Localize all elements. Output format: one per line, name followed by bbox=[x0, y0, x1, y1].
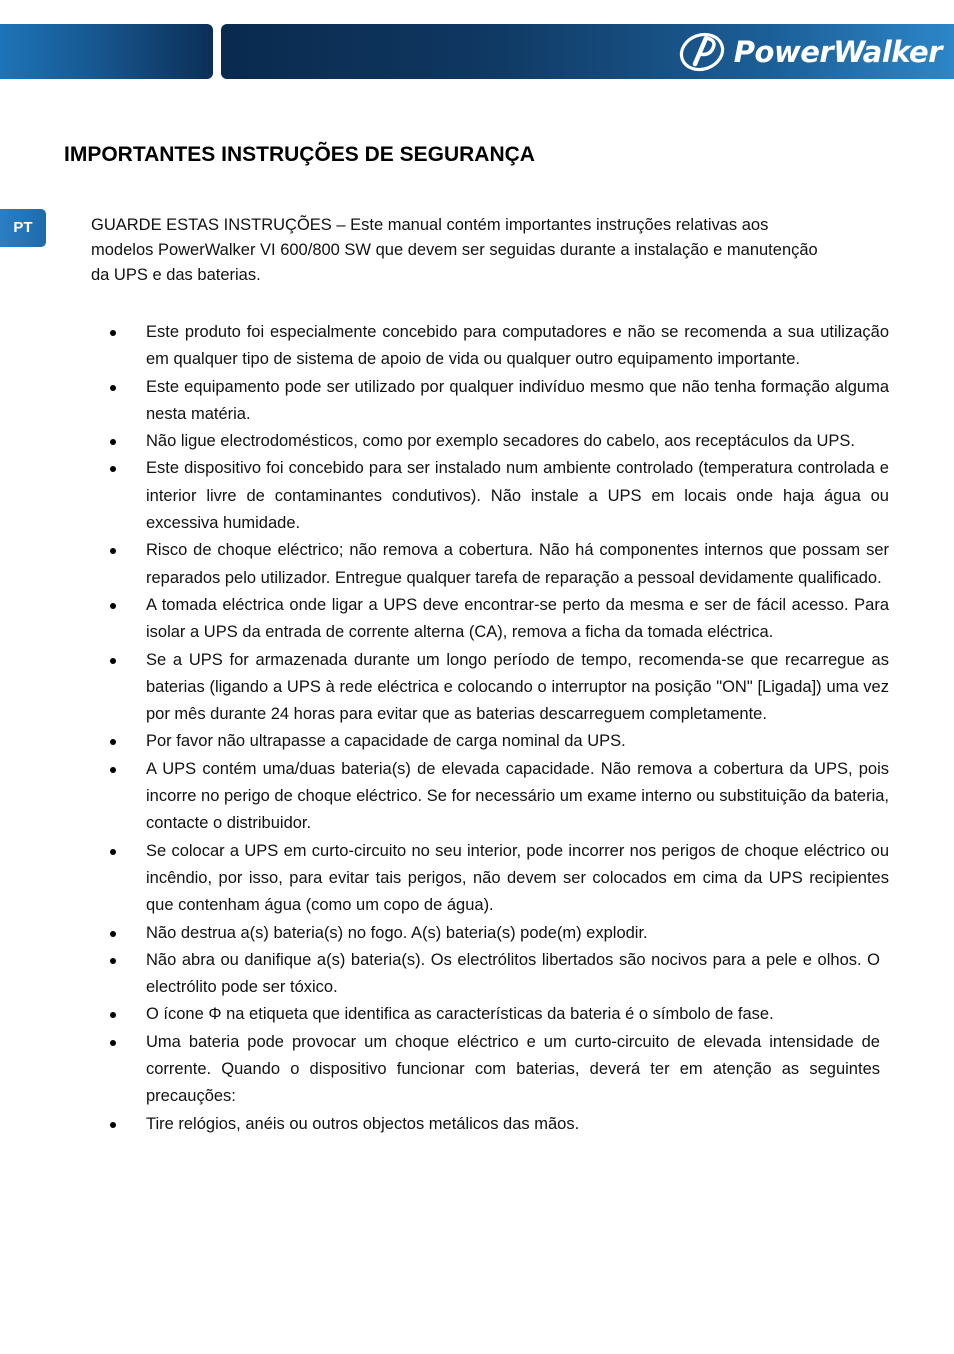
bullet-icon bbox=[110, 931, 116, 937]
list-item bbox=[108, 319, 889, 374]
list-item-text: Se colocar a UPS em curto-circuito no seu interior, pode incorrer nos perigos de choque eléctrico ou incêndio, por isso, para evitar tais perigos, não devem ser colocados em cima da UPS recipientes que contenham água (como um copo de água). bbox=[146, 841, 889, 915]
list-item bbox=[108, 1029, 889, 1111]
bullet-icon bbox=[110, 1012, 116, 1018]
list-item bbox=[108, 428, 889, 455]
list-item bbox=[108, 1111, 889, 1138]
list-item-text: Uma bateria pode provocar um choque eléctrico e um curto-circuito de elevada intensidade de corrente. Quando o dispositivo funcionar com baterias, deverá ter em atenção as seguintes precauções: bbox=[146, 1032, 880, 1106]
bullet-icon bbox=[110, 658, 116, 664]
page-title: IMPORTANTES INSTRUÇÕES DE SEGURANÇA bbox=[64, 143, 535, 166]
header-band-right bbox=[221, 24, 954, 79]
list-item-text: A tomada eléctrica onde ligar a UPS deve encontrar-se perto da mesma e ser de fácil acesso. Para isolar a UPS da entrada de corrente alterna (CA), remova a ficha da tomada eléctrica. bbox=[146, 595, 889, 642]
list-item bbox=[108, 756, 889, 838]
bullet-icon bbox=[110, 385, 116, 391]
bullet-icon bbox=[110, 466, 116, 472]
list-item bbox=[108, 947, 889, 1002]
list-item-text: Não destrua a(s) bateria(s) no fogo. A(s) bateria(s) pode(m) explodir. bbox=[146, 923, 648, 942]
list-item bbox=[108, 647, 889, 729]
powerwalker-logo-icon bbox=[678, 30, 728, 74]
list-item-text: O ícone Φ na etiqueta que identifica as características da bateria é o símbolo de fase. bbox=[146, 1005, 774, 1024]
intro-paragraph: GUARDE ESTAS INSTRUÇÕES – Este manual contém importantes instruções relativas aos modelos PowerWalker VI 600/800 SW que devem ser seguidas durante a instalação e manutenção da UPS e das baterias. bbox=[91, 216, 818, 284]
bullet-icon bbox=[110, 739, 116, 745]
bullet-icon bbox=[110, 1122, 116, 1128]
list-item-text: Risco de choque eléctrico; não remova a cobertura. Não há componentes internos que possam ser reparados pelo utilizador. Entregue qualquer tarefa de reparação a pessoal devidamente qualificado. bbox=[146, 541, 889, 587]
bullet-icon bbox=[110, 767, 116, 773]
list-item-text: Este dispositivo foi concebido para ser instalado num ambiente controlado (temperatura controlada e interior livre de contaminantes condutivos). Não instale a UPS em locais onde haja água ou excessiva humidade. bbox=[146, 459, 889, 533]
bullet-icon bbox=[110, 603, 116, 609]
brand-name: PowerWalker bbox=[733, 35, 942, 69]
list-item bbox=[108, 1001, 889, 1028]
list-item-text: A UPS contém uma/duas bateria(s) de elevada capacidade. Não remova a cobertura da UPS, pois incorre no perigo de choque eléctrico. Se for necessário um exame interno ou substituição da bateria, contacte o distribuidor. bbox=[146, 759, 889, 833]
bullet-icon bbox=[110, 1040, 116, 1046]
list-item-text: Não ligue electrodomésticos, como por exemplo secadores do cabelo, aos receptáculos da UPS. bbox=[146, 432, 855, 451]
list-item bbox=[108, 838, 889, 920]
bullet-icon bbox=[110, 548, 116, 554]
list-item bbox=[108, 728, 889, 755]
list-item bbox=[108, 455, 889, 537]
bullet-icon bbox=[110, 849, 116, 855]
list-item-text: Este equipamento pode ser utilizado por qualquer indivíduo mesmo que não tenha formação alguma nesta matéria. bbox=[146, 377, 889, 423]
bullet-icon bbox=[110, 958, 116, 964]
safety-instructions-list bbox=[108, 319, 889, 1138]
language-tab: PT bbox=[0, 209, 46, 247]
header-band-left bbox=[0, 24, 213, 79]
list-item bbox=[108, 920, 889, 947]
bullet-icon bbox=[110, 439, 116, 445]
list-item-text: Não abra ou danifique a(s) bateria(s). Os electrólitos libertados são nocivos para a pele e olhos. O electrólito pode ser tóxico. bbox=[146, 950, 880, 997]
list-item bbox=[108, 374, 889, 429]
list-item-text: Tire relógios, anéis ou outros objectos metálicos das mãos. bbox=[146, 1114, 580, 1133]
brand-logo bbox=[678, 30, 942, 74]
list-item-text: Se a UPS for armazenada durante um longo período de tempo, recomenda-se que recarregue as baterias (ligando a UPS à rede eléctrica e colocando o interruptor na posição "ON" [Ligada]) uma vez por mês durante 24 horas para evitar que as baterias descarreguem completamente. bbox=[146, 650, 889, 724]
list-item-text: Por favor não ultrapasse a capacidade de carga nominal da UPS. bbox=[146, 732, 626, 751]
list-item-text: Este produto foi especialmente concebido para computadores e não se recomenda a sua utilização em qualquer tipo de sistema de apoio de vida ou qualquer outro equipamento importante. bbox=[146, 323, 889, 369]
list-item bbox=[108, 592, 889, 647]
list-item bbox=[108, 537, 889, 592]
bullet-icon bbox=[110, 330, 116, 336]
